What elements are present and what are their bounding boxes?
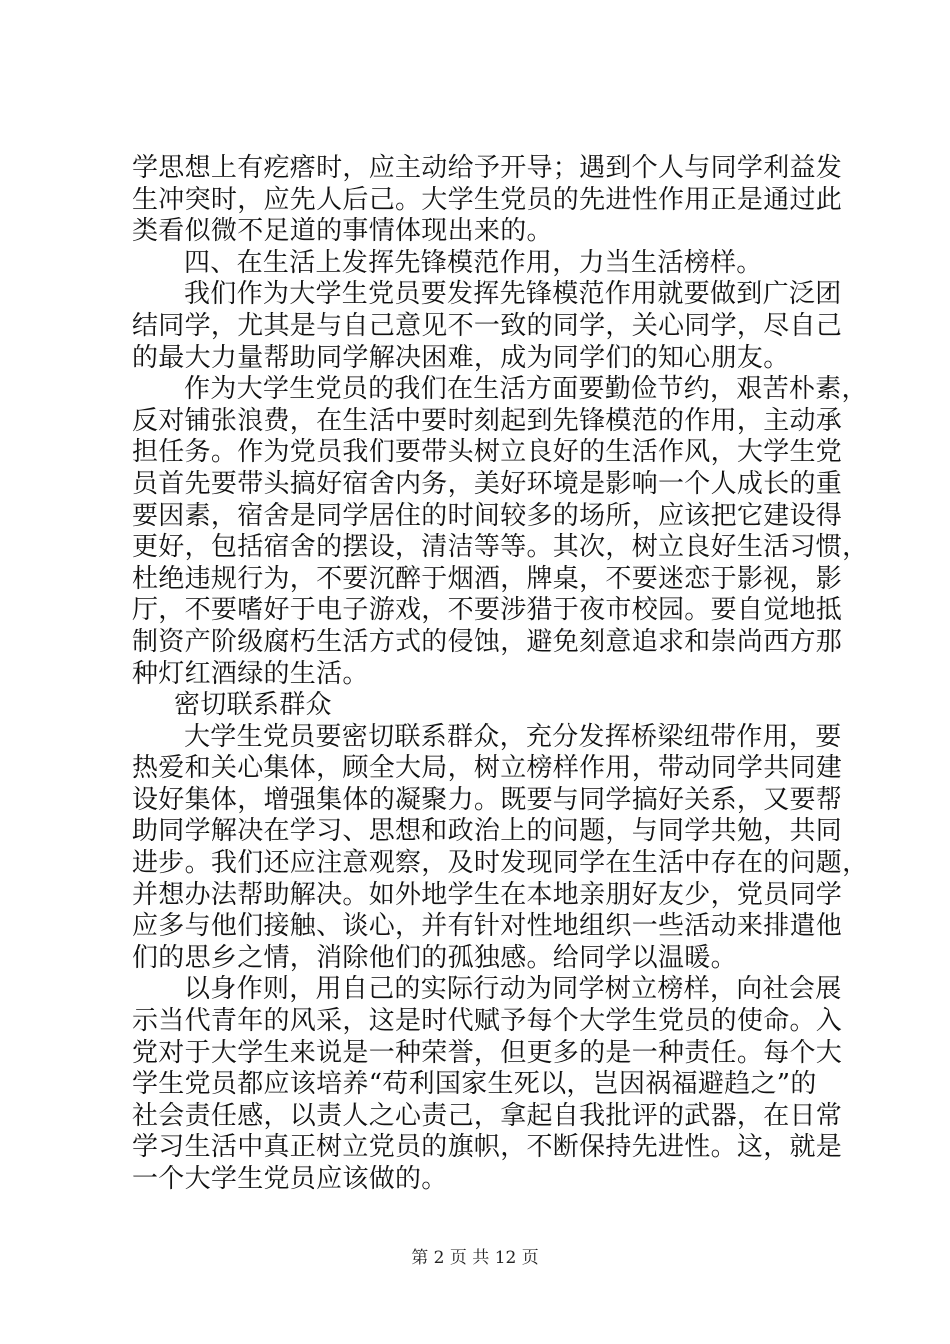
text-line: 学思想上有疙瘩时，应主动给予开导；遇到个人与同学利益发 [132,153,843,183]
text-line: 制资产阶级腐朽生活方式的侵蚀，避免刻意追求和崇尚西方那 [132,626,843,657]
text-line: 杜绝违规行为，不要沉醉于烟酒，牌桌，不要迷恋于影视，影 [132,563,843,594]
text-line: 示当代青年的风采，这是时代赋予每个大学生党员的使命。入 [132,1006,843,1037]
text-line: 社会责任感，以责人之心责己，拿起自我批评的武器，在日常 [132,1100,843,1131]
text-line: 厅，不要嗜好于电子游戏，不要涉猎于夜市校园。要自觉地抵 [132,595,843,626]
text-line: 以身作则，用自己的实际行动为同学树立榜样，向社会展 [184,974,842,1005]
section-heading: 密切联系群众 [174,690,332,721]
text-line: 并想办法帮助解决。如外地学生在本地亲朋好友少，党员同学 [132,879,843,910]
section-heading: 四、在生活上发挥先锋模范作用，力当生活榜样。 [184,247,763,278]
text-line: 学生党员都应该培养“苟利国家生死以，岂因祸福避趋之”的 [132,1069,817,1100]
text-line: 们的思乡之情，消除他们的孤独感。给同学以温暖。 [132,942,737,973]
text-line: 的最大力量帮助同学解决困难，成为同学们的知心朋友。 [132,342,790,373]
text-line: 应多与他们接触、谈心，并有针对性地组织一些活动来排遣他 [132,911,843,942]
text-line: 大学生党员要密切联系群众，充分发挥桥梁纽带作用，要 [184,721,842,752]
text-line: 担任务。作为党员我们要带头树立良好的生活作风，大学生党 [132,437,843,468]
text-line: 进步。我们还应注意观察，及时发现同学在生活中存在的问题， [132,848,869,879]
text-line: 种灯红酒绿的生活。 [132,658,369,689]
text-line: 结同学，尤其是与自己意见不一致的同学，关心同学，尽自己 [132,310,843,341]
text-line: 学习生活中真正树立党员的旗帜，不断保持先进性。这，就是 [132,1132,843,1163]
text-line: 生冲突时，应先人后己。大学生党员的先进性作用正是通过此 [132,184,843,215]
text-line: 要因素，宿舍是同学居住的时间较多的场所，应该把它建设得 [132,500,843,531]
text-line: 党对于大学生来说是一种荣誉，但更多的是一种责任。每个大 [132,1037,843,1068]
text-line: 作为大学生党员的我们在生活方面要勤俭节约，艰苦朴素， [184,374,868,405]
text-line: 助同学解决在学习、思想和政治上的问题，与同学共勉，共同 [132,816,843,847]
text-line: 热爱和关心集体，顾全大局，树立榜样作用，带动同学共同建 [132,753,843,784]
text-line: 反对铺张浪费，在生活中要时刻起到先锋模范的作用，主动承 [132,405,843,436]
text-line: 一个大学生党员应该做的。 [132,1164,448,1194]
text-line: 员首先要带头搞好宿舍内务，美好环境是影响一个人成长的重 [132,468,843,499]
document-body [132,153,869,1196]
text-line: 我们作为大学生党员要发挥先锋模范作用就要做到广泛团 [184,279,842,310]
text-line: 设好集体，增强集体的凝聚力。既要与同学搞好关系，又要帮 [132,784,843,815]
text-line: 类看似微不足道的事情体现出来的。 [132,216,553,247]
page-number: 第 2 页 共 12 页 [411,1248,539,1268]
text-line: 更好，包括宿舍的摆设，清洁等等。其次，树立良好生活习惯， [132,532,869,563]
